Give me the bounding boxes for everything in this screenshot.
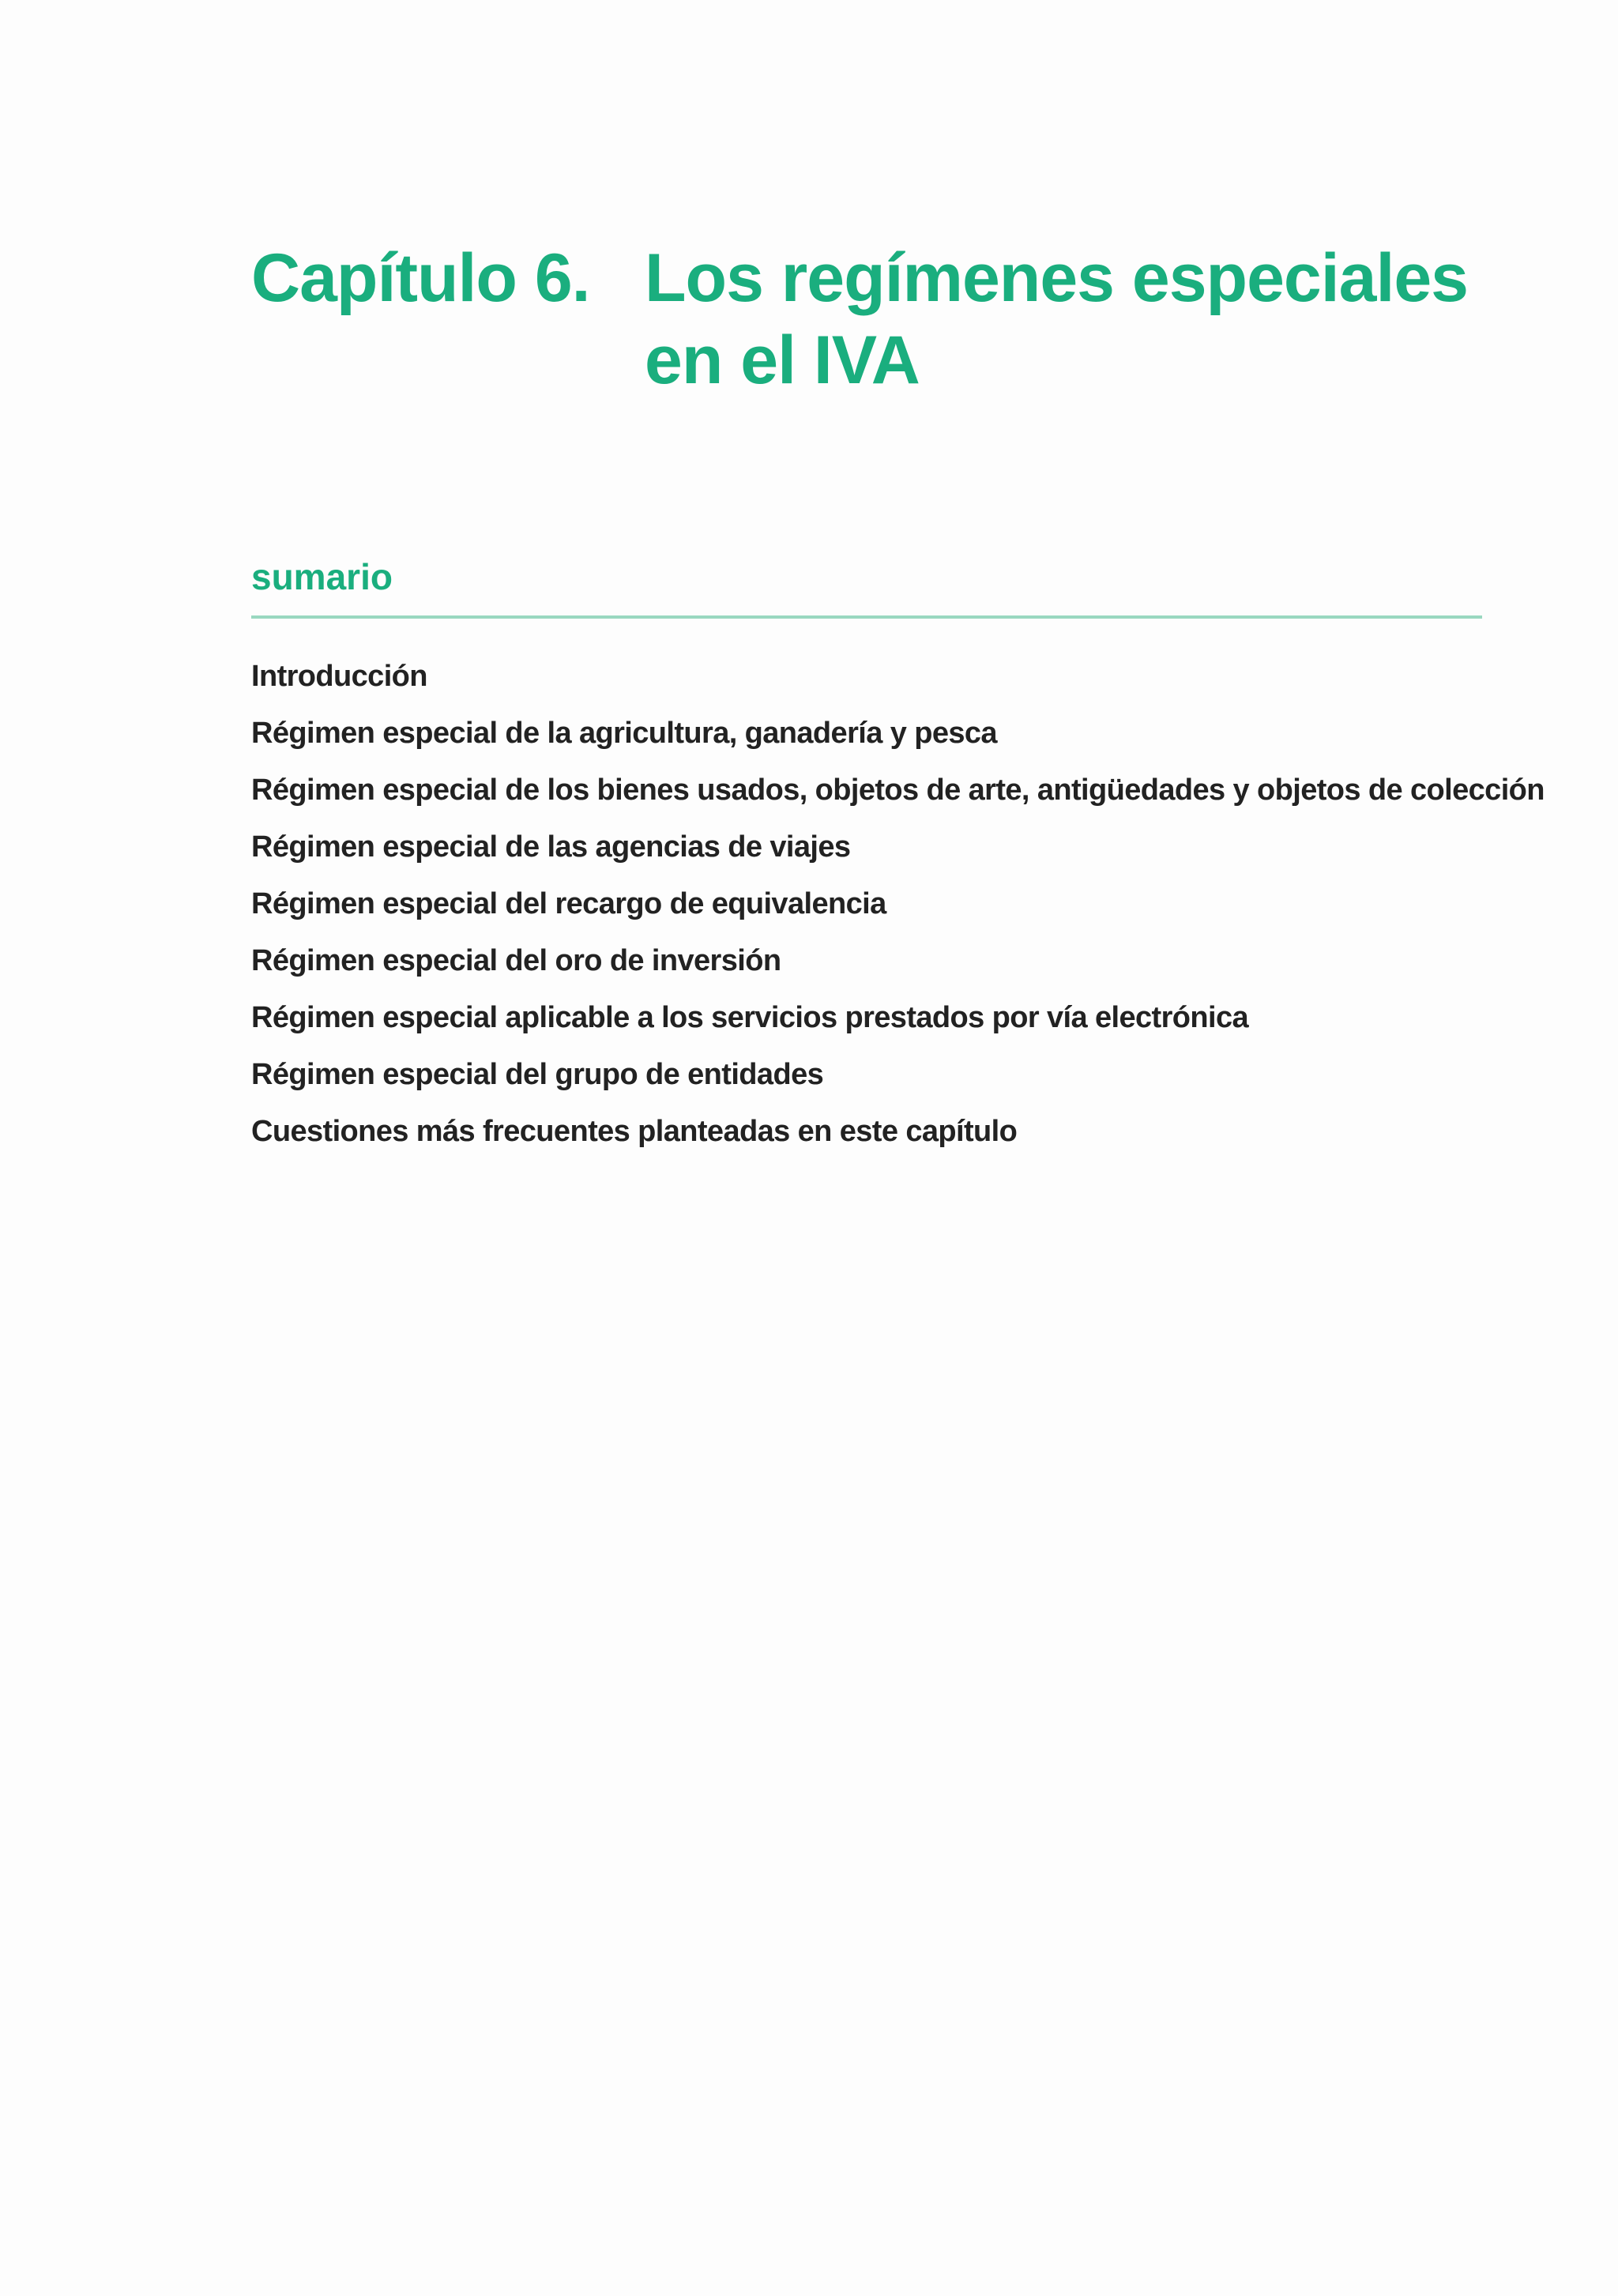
- summary-divider: [251, 615, 1482, 619]
- summary-item-recargo-equivalencia[interactable]: Régimen especial del recargo de equivalencia: [251, 887, 886, 920]
- summary-heading: sumario: [251, 556, 393, 597]
- summary-item-oro-inversion[interactable]: Régimen especial del oro de inversión: [251, 944, 781, 977]
- summary-item-agencias-viajes[interactable]: Régimen especial de las agencias de viajes: [251, 830, 851, 864]
- chapter-heading: [251, 237, 1499, 427]
- summary-item-agricultura[interactable]: Régimen especial de la agricultura, ganadería y pesca: [251, 717, 997, 750]
- summary-item-introduccion[interactable]: Introducción: [251, 660, 427, 693]
- summary-item-servicios-electronicos[interactable]: Régimen especial aplicable a los servicios prestados por vía electrónica: [251, 1001, 1249, 1034]
- summary-item-bienes-usados[interactable]: Régimen especial de los bienes usados, objetos de arte, antigüedades y objetos de colección: [251, 773, 1545, 807]
- summary-item-grupo-entidades[interactable]: Régimen especial del grupo de entidades: [251, 1058, 824, 1091]
- summary-item-cuestiones[interactable]: Cuestiones más frecuentes planteadas en este capítulo: [251, 1115, 1018, 1148]
- summary-list: [251, 648, 1545, 1160]
- chapter-number: Capítulo 6.: [251, 240, 590, 316]
- chapter-title: Los regímenes especiales en el IVA: [645, 240, 1469, 398]
